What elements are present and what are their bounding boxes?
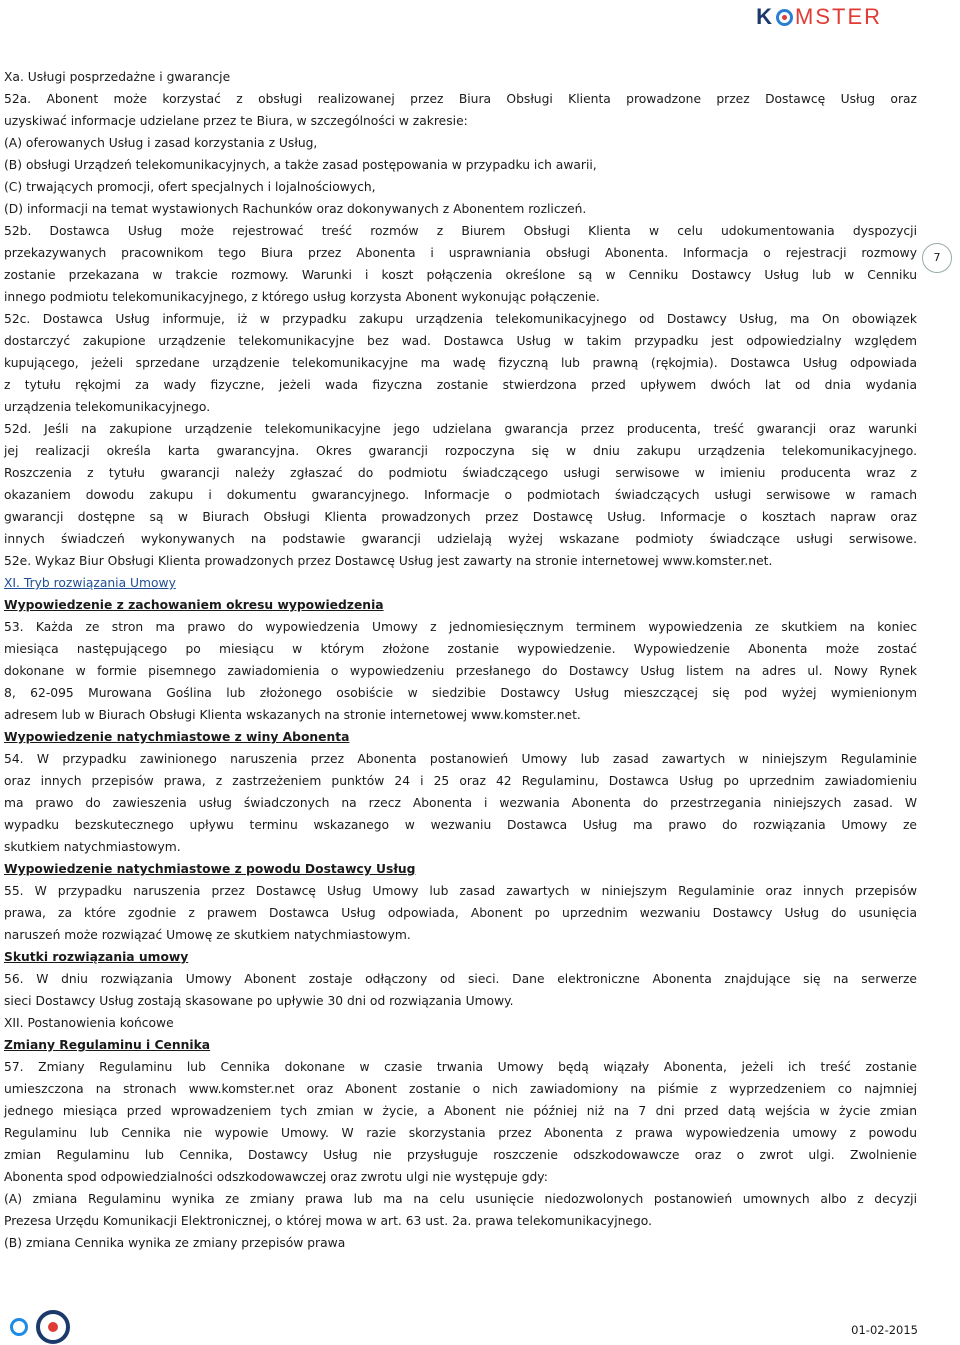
page-number: 7: [922, 243, 952, 273]
text-line: adresem lub w Biurach Obsługi Klienta wskazanych na stronie internetowej www.komster.net.: [4, 708, 581, 722]
text-line: Wypowiedzenie natychmiastowe z powodu Dostawcy Usług: [4, 862, 416, 876]
logo-o-icon: [776, 9, 793, 26]
text-line: prawa, za które zgodnie z prawem Dostawca Usług odpowiada, Abonent po uprzednim wezwaniu Dostawcy Usług do usunięcia: [4, 906, 917, 920]
text-line: 57. Zmiany Regulaminu lub Cennika dokonane w czasie trwania Umowy będą wiązały Abonenta, jeżeli ich treść zostanie: [4, 1060, 917, 1074]
text-line: skutkiem natychmiastowym.: [4, 840, 181, 854]
text-line: (A) oferowanych Usług i zasad korzystania z Usług,: [4, 136, 318, 150]
text-line: (B) obsługi Urządzeń telekomunikacyjnych, a także zasad postępowania w przypadku ich awarii,: [4, 158, 597, 172]
text-line: Roszczenia z tytułu gwarancji należy zgłaszać do podmiotu świadczącego usługi serwisowe w imieniu producenta wraz z: [4, 466, 917, 480]
text-line: Skutki rozwiązania umowy: [4, 950, 189, 964]
text-line: 52b. Dostawca Usług może rejestrować treść rozmów z Biurem Obsługi Klienta w celu udokumentowania dyspozycji: [4, 224, 917, 238]
text-line: umieszczona na stronach www.komster.net oraz Abonent zostanie o nich zawiadomiony na piśmie z wyprzedzeniem co najmniej: [4, 1082, 917, 1096]
text-line: sieci Dostawcy Usług zostają skasowane po upływie 30 dni od rozwiązania Umowy.: [4, 994, 514, 1008]
text-line: dokonane w formie pisemnego zawiadomienia o wypowiedzeniu przesłanego do Dostawcy Usług listem na adres ul. Nowy Rynek: [4, 664, 917, 678]
text-line: 52c. Dostawca Usług informuje, iż w przypadku zakupu urządzenia telekomunikacyjnego od Dostawcy Usług, ma On obowiązek: [4, 312, 917, 326]
footer-big-circle-icon: [36, 1310, 70, 1344]
text-line: 54. W przypadku zawinionego naruszenia przez Abonenta postanowień Umowy lub zasad zawartych w niniejszym Regulaminie: [4, 752, 917, 766]
text-line: innego podmiotu telekomunikacyjnego, z którego usług korzysta Abonent wykonując połączenie.: [4, 290, 600, 304]
text-line: (B) zmiana Cennika wynika ze zmiany przepisów prawa: [4, 1236, 346, 1250]
text-line: ma prawo do zawieszenia usług świadczonych na rzecz Abonenta i wezwania Abonenta do przestrzegania niniejszych zasad. W: [4, 796, 917, 810]
text-line: 53. Każda ze stron ma prawo do wypowiedzenia Umowy z jednomiesięcznym terminem wypowiedzenia ze skutkiem na koniec: [4, 620, 917, 634]
footer-small-circle-icon: [10, 1318, 28, 1336]
footer-logo-icon: [10, 1310, 74, 1340]
text-line: XI. Tryb rozwiązania Umowy: [4, 576, 176, 590]
text-line: 8, 62-095 Murowana Goślina lub złożonego osobiście w siedzibie Dostawcy Usług mieszczącej się pod wyżej wymienionym: [4, 686, 917, 700]
text-line: 55. W przypadku naruszenia przez Dostawcę Usług Umowy lub zasad zawartych w niniejszym Regulaminie oraz innych przepisów: [4, 884, 917, 898]
text-line: uzyskiwać informacje udzielane przez te Biura, w szczególności w zakresie:: [4, 114, 468, 128]
logo-rest: MSTER: [795, 4, 882, 29]
document-body: [4, 66, 917, 1254]
text-line: 52d. Jeśli na zakupione urządzenie telekomunikacyjne jego udzielana gwarancja przez producenta, treść gwarancji oraz warunki: [4, 422, 917, 436]
text-line: Zmiany Regulaminu i Cennika: [4, 1038, 211, 1052]
logo-k: K: [756, 4, 774, 29]
text-line: Wypowiedzenie z zachowaniem okresu wypowiedzenia: [4, 598, 384, 612]
text-line: urządzenia telekomunikacyjnego.: [4, 400, 211, 414]
text-line: Abonenta spod odpowiedzialności odszkodowawczej oraz zwrotu ulgi nie występuje gdy:: [4, 1170, 548, 1184]
text-line: (D) informacji na temat wystawionych Rachunków oraz dokonywanych z Abonentem rozliczeń.: [4, 202, 587, 216]
text-line: zmian Regulaminu lub Cennika, Dostawcy Usług nie przysługuje roszczenie odszkodowawcze oraz o zwrot ulgi. Zwolnienie: [4, 1148, 917, 1162]
text-line: (A) zmiana Regulaminu wynika ze zmiany prawa lub ma na celu usunięcie niedozwolonych postanowień umownych albo z decyzji: [4, 1192, 917, 1206]
text-line: jej realizacji określa karta gwarancyjna. Okres gwarancji rozpoczyna się w dniu zakupu urządzenia telekomunikacyjnego.: [4, 444, 917, 458]
text-line: innych świadczeń wykonywanych na podstawie gwarancji udzielają wyżej wskazane podmioty świadczące usługi serwisowe.: [4, 532, 917, 546]
text-line: Regulaminu lub Cennika nie wypowie Umowy. W razie skorzystania przez Abonenta z prawa wypowiedzenia umowy z powodu: [4, 1126, 917, 1140]
text-line: wypadku bezskutecznego upływu terminu wskazanego w wezwaniu Dostawca Usług ma prawo do rozwiązania Umowy ze: [4, 818, 917, 832]
text-line: 52a. Abonent może korzystać z obsługi realizowanej przez Biura Obsługi Klienta prowadzone przez Dostawcę Usług oraz: [4, 92, 917, 106]
text-line: 56. W dniu rozwiązania Umowy Abonent zostaje odłączony od sieci. Dane elektroniczne Abonenta znajdujące się na serwerze: [4, 972, 917, 986]
komster-logo: [756, 4, 882, 30]
text-line: Xa. Usługi posprzedażne i gwarancje: [4, 70, 231, 84]
text-line: Prezesa Urzędu Komunikacji Elektronicznej, o której mowa w art. 63 ust. 2a. prawa telekomunikacyjnego.: [4, 1214, 653, 1228]
text-line: 52e. Wykaz Biur Obsługi Klienta prowadzonych przez Dostawcę Usług jest zawarty na stronie internetowej www.komster.net.: [4, 554, 773, 568]
text-line: okazaniem dowodu zakupu i dokumentu gwarancyjnego. Informacje o podmiotach świadczących usługi serwisowe w ramach: [4, 488, 917, 502]
text-line: XII. Postanowienia końcowe: [4, 1016, 174, 1030]
text-line: Wypowiedzenie natychmiastowe z winy Abonenta: [4, 730, 350, 744]
text-line: naruszeń może rozwiązać Umowę ze skutkiem natychmiastowym.: [4, 928, 411, 942]
text-line: (C) trwających promocji, ofert specjalnych i lojalnościowych,: [4, 180, 376, 194]
footer-date: 01-02-2015: [851, 1323, 918, 1337]
text-line: miesiąca następującego po miesiącu w którym złożone zostanie wypowiedzenie. Wypowiedzenie Abonenta może zostać: [4, 642, 917, 656]
text-line: przekazywanych pracownikom tego Biura przez Abonenta i usprawniania obsługi Abonenta. Informacja o rejestracji rozmowy: [4, 246, 917, 260]
text-line: z tytułu rękojmi za wady fizyczne, jeżeli wada fizyczna zostanie stwierdzona przed upływem dwóch lat od dnia wydania: [4, 378, 917, 392]
text-line: dostarczyć zakupione urządzenie telekomunikacyjne bez wad. Dostawca Usług w takim przypadku jest odpowiedzialny względem: [4, 334, 917, 348]
text-line: oraz innych przepisów prawa, z zastrzeżeniem punktów 24 i 25 oraz 42 Regulaminu, Dostawca Usług po uprzednim zawiadomieniu: [4, 774, 917, 788]
text-line: kupującego, jeżeli sprzedane urządzenie telekomunikacyjne ma wadę fizyczną lub prawną (rękojmia). Dostawca Usług odpowiada: [4, 356, 917, 370]
text-line: jednego miesiąca przed wprowadzeniem tych zmian w życie, a Abonent nie później niż na 7 dni przed datą wejścia w życie zmian: [4, 1104, 917, 1118]
text-line: zostanie przekazana w trakcie rozmowy. Warunki i koszt połączenia określone są w Cenniku Dostawcy Usług lub w Cenniku: [4, 268, 917, 282]
text-line: gwarancji dostępne są w Biurach Obsługi Klienta prowadzonych przez Dostawcę Usług. Informacje o kosztach napraw oraz: [4, 510, 917, 524]
